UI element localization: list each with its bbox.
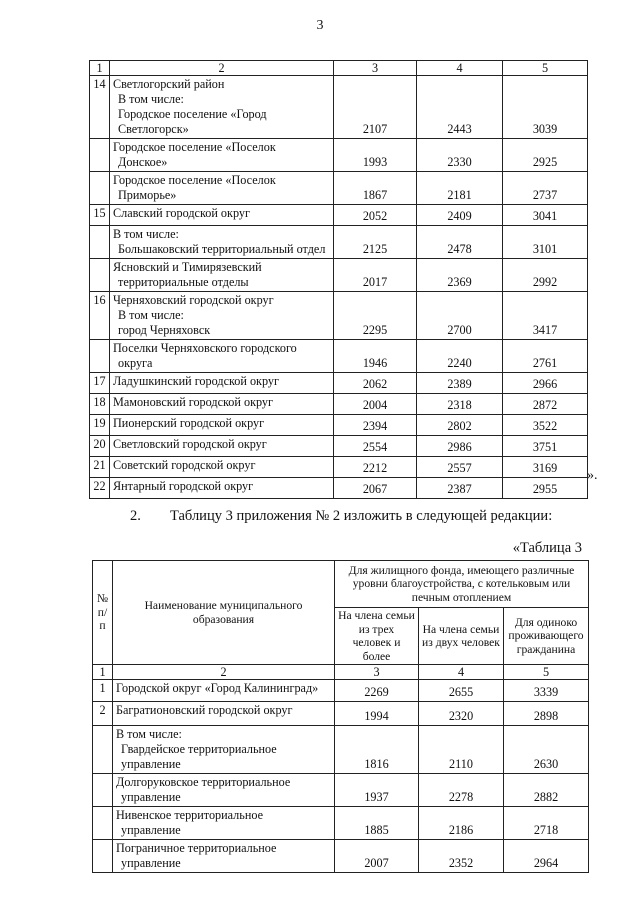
row-name-line: Городское поселение «Город <box>118 107 267 121</box>
table-row <box>90 457 588 478</box>
value-c4: 2986 <box>417 436 503 457</box>
value-c4: 2352 <box>419 840 504 873</box>
table-row <box>90 292 588 340</box>
value-c3: 2052 <box>334 205 417 226</box>
row-name <box>110 373 334 394</box>
row-name-text: Славский городской округ <box>113 206 250 220</box>
value-c3: 2269 <box>335 680 419 702</box>
column-number: 1 <box>90 61 110 76</box>
table-row <box>93 774 589 807</box>
row-name <box>110 172 334 205</box>
value-c3: 2062 <box>334 373 417 394</box>
value-c5: 3417 <box>503 292 588 340</box>
row-name <box>110 457 334 478</box>
header-col5: Для одиноко проживающего гражданина <box>504 608 589 665</box>
row-name <box>110 139 334 172</box>
value-c5: 3101 <box>503 226 588 259</box>
row-name-text: Багратионовский городской округ <box>116 703 293 717</box>
row-index <box>90 139 110 172</box>
column-number: 2 <box>113 665 335 680</box>
header-col4: На члена семьи из двух человек <box>419 608 504 665</box>
value-c3: 2107 <box>334 76 417 139</box>
row-name <box>113 702 335 726</box>
row-index <box>93 807 113 840</box>
column-number: 5 <box>503 61 588 76</box>
row-index <box>93 726 113 774</box>
row-name-text: Янтарный городской округ <box>113 479 254 493</box>
value-c5: 2925 <box>503 139 588 172</box>
value-c4: 2181 <box>417 172 503 205</box>
row-index <box>90 226 110 259</box>
value-c5: 2966 <box>503 373 588 394</box>
table-row <box>93 702 589 726</box>
row-name-text: Городской округ «Город Калининград» <box>116 681 319 695</box>
row-name-line: территориальные отделы <box>118 275 249 289</box>
row-index: 19 <box>90 415 110 436</box>
table-header-row <box>90 61 588 76</box>
value-c3: 2125 <box>334 226 417 259</box>
table-continuation <box>89 60 588 499</box>
value-c5: 2718 <box>504 807 589 840</box>
row-name-line: округа <box>118 356 153 370</box>
row-name-line: управление <box>121 823 181 837</box>
row-name-text: Нивенское территориальное <box>116 808 263 822</box>
value-c4: 2240 <box>417 340 503 373</box>
row-name-text: Городское поселение «Поселок <box>113 173 276 187</box>
row-name-line: Донское» <box>118 155 168 169</box>
row-name-line: Приморье» <box>118 188 177 202</box>
value-c5: 2955 <box>503 478 588 499</box>
value-c4: 2369 <box>417 259 503 292</box>
table-row <box>90 478 588 499</box>
row-name-text: В том числе: <box>116 727 182 741</box>
value-c3: 2295 <box>334 292 417 340</box>
row-name-line: город Черняховск <box>118 323 211 337</box>
table-row <box>90 259 588 292</box>
row-name <box>110 76 334 139</box>
column-number: 2 <box>110 61 334 76</box>
value-c4: 2443 <box>417 76 503 139</box>
value-c5: 3169 <box>503 457 588 478</box>
table-row <box>90 76 588 139</box>
row-name-text: Поселки Черняховского городского <box>113 341 297 355</box>
row-name <box>110 394 334 415</box>
row-index: 1 <box>93 680 113 702</box>
column-number: 4 <box>419 665 504 680</box>
value-c4: 2318 <box>417 394 503 415</box>
row-index: 21 <box>90 457 110 478</box>
header-col3: На члена семьи из трех человек и более <box>335 608 419 665</box>
row-name-text: Ясновский и Тимирязевский <box>113 260 262 274</box>
header-name: Наименование муниципального образования <box>113 561 335 665</box>
value-c5: 2761 <box>503 340 588 373</box>
row-name-text: Советский городской округ <box>113 458 256 472</box>
row-name <box>110 205 334 226</box>
closing-quote: ». <box>587 468 598 483</box>
value-c3: 1993 <box>334 139 417 172</box>
table-row <box>93 807 589 840</box>
value-c3: 1937 <box>335 774 419 807</box>
row-name-line: Гвардейское территориальное <box>121 742 277 756</box>
table-row <box>90 205 588 226</box>
value-c5: 2630 <box>504 726 589 774</box>
row-name-text: Пограничное территориальное <box>116 841 277 855</box>
row-name <box>110 415 334 436</box>
table-header-row <box>93 561 589 608</box>
value-c3: 2212 <box>334 457 417 478</box>
row-name-text: Черняховский городской округ <box>113 293 274 307</box>
row-index <box>90 172 110 205</box>
value-c5: 2964 <box>504 840 589 873</box>
instruction-text: Таблицу 3 приложения № 2 изложить в следующей редакции: <box>170 508 553 524</box>
table-row <box>93 680 589 702</box>
row-index: 15 <box>90 205 110 226</box>
row-name-text: Пионерский городской округ <box>113 416 265 430</box>
row-name <box>110 259 334 292</box>
row-name-line: Светлогорск» <box>118 122 189 136</box>
row-index: 16 <box>90 292 110 340</box>
row-name <box>113 807 335 840</box>
value-c5: 3339 <box>504 680 589 702</box>
page-number: 3 <box>316 18 324 33</box>
value-c3: 1885 <box>335 807 419 840</box>
instruction-number: 2. <box>130 508 141 524</box>
value-c3: 1867 <box>334 172 417 205</box>
row-name-line: управление <box>121 790 181 804</box>
value-c4: 2655 <box>419 680 504 702</box>
value-c4: 2409 <box>417 205 503 226</box>
table-numbering-row <box>93 665 589 680</box>
row-name-text: Светлогорский район <box>113 77 225 91</box>
row-name-line: Большаковский территориальный отдел <box>118 242 326 256</box>
value-c4: 2330 <box>417 139 503 172</box>
value-c5: 2898 <box>504 702 589 726</box>
value-c3: 2554 <box>334 436 417 457</box>
row-name <box>113 680 335 702</box>
row-index <box>90 340 110 373</box>
value-c4: 2387 <box>417 478 503 499</box>
table-row <box>90 340 588 373</box>
value-c4: 2278 <box>419 774 504 807</box>
value-c5: 3041 <box>503 205 588 226</box>
row-name <box>113 774 335 807</box>
row-index: 17 <box>90 373 110 394</box>
value-c4: 2478 <box>417 226 503 259</box>
value-c3: 1816 <box>335 726 419 774</box>
column-number: 3 <box>334 61 417 76</box>
row-name-text: Городское поселение «Поселок <box>113 140 276 154</box>
value-c4: 2110 <box>419 726 504 774</box>
row-index: 20 <box>90 436 110 457</box>
value-c5: 2737 <box>503 172 588 205</box>
row-name <box>110 292 334 340</box>
column-number: 5 <box>504 665 589 680</box>
column-number: 3 <box>335 665 419 680</box>
header-group: Для жилищного фонда, имеющего различные уровни благоустройства, с котельковым или печным отоплением <box>335 561 589 608</box>
row-name-text: Мамоновский городской округ <box>113 395 274 409</box>
row-name-text: Долгоруковское территориальное <box>116 775 291 789</box>
row-index: 14 <box>90 76 110 139</box>
row-index: 2 <box>93 702 113 726</box>
table-row <box>93 726 589 774</box>
row-name-line: В том числе: <box>118 92 184 106</box>
value-c4: 2802 <box>417 415 503 436</box>
table-row <box>90 373 588 394</box>
table-row <box>90 139 588 172</box>
value-c3: 1946 <box>334 340 417 373</box>
row-name-line: управление <box>121 856 181 870</box>
value-c3: 2017 <box>334 259 417 292</box>
table-caption: «Таблица 3 <box>512 540 582 556</box>
value-c5: 3751 <box>503 436 588 457</box>
table-3 <box>92 560 589 873</box>
row-name-line: В том числе: <box>118 308 184 322</box>
column-number: 1 <box>93 665 113 680</box>
value-c4: 2320 <box>419 702 504 726</box>
table-row <box>90 226 588 259</box>
value-c3: 2394 <box>334 415 417 436</box>
row-index <box>93 840 113 873</box>
row-name <box>113 840 335 873</box>
value-c3: 1994 <box>335 702 419 726</box>
row-name <box>110 478 334 499</box>
row-name-text: Светловский городской округ <box>113 437 267 451</box>
value-c5: 2872 <box>503 394 588 415</box>
row-name <box>110 340 334 373</box>
row-index <box>93 774 113 807</box>
column-number: 4 <box>417 61 503 76</box>
header-number: № п/п <box>93 561 113 665</box>
value-c5: 3522 <box>503 415 588 436</box>
row-index: 18 <box>90 394 110 415</box>
value-c4: 2700 <box>417 292 503 340</box>
value-c5: 2882 <box>504 774 589 807</box>
value-c4: 2389 <box>417 373 503 394</box>
table-row <box>93 840 589 873</box>
table-row <box>90 394 588 415</box>
row-index <box>90 259 110 292</box>
table-row <box>90 436 588 457</box>
value-c5: 3039 <box>503 76 588 139</box>
value-c3: 2067 <box>334 478 417 499</box>
row-name <box>110 226 334 259</box>
value-c3: 2004 <box>334 394 417 415</box>
row-name-text: Ладушкинский городской округ <box>113 374 279 388</box>
row-name <box>110 436 334 457</box>
row-index: 22 <box>90 478 110 499</box>
value-c3: 2007 <box>335 840 419 873</box>
value-c5: 2992 <box>503 259 588 292</box>
value-c4: 2557 <box>417 457 503 478</box>
value-c4: 2186 <box>419 807 504 840</box>
row-name <box>113 726 335 774</box>
row-name-text: В том числе: <box>113 227 179 241</box>
row-name-line: управление <box>121 757 181 771</box>
table-row <box>90 172 588 205</box>
instruction-paragraph <box>130 508 552 525</box>
table-row <box>90 415 588 436</box>
